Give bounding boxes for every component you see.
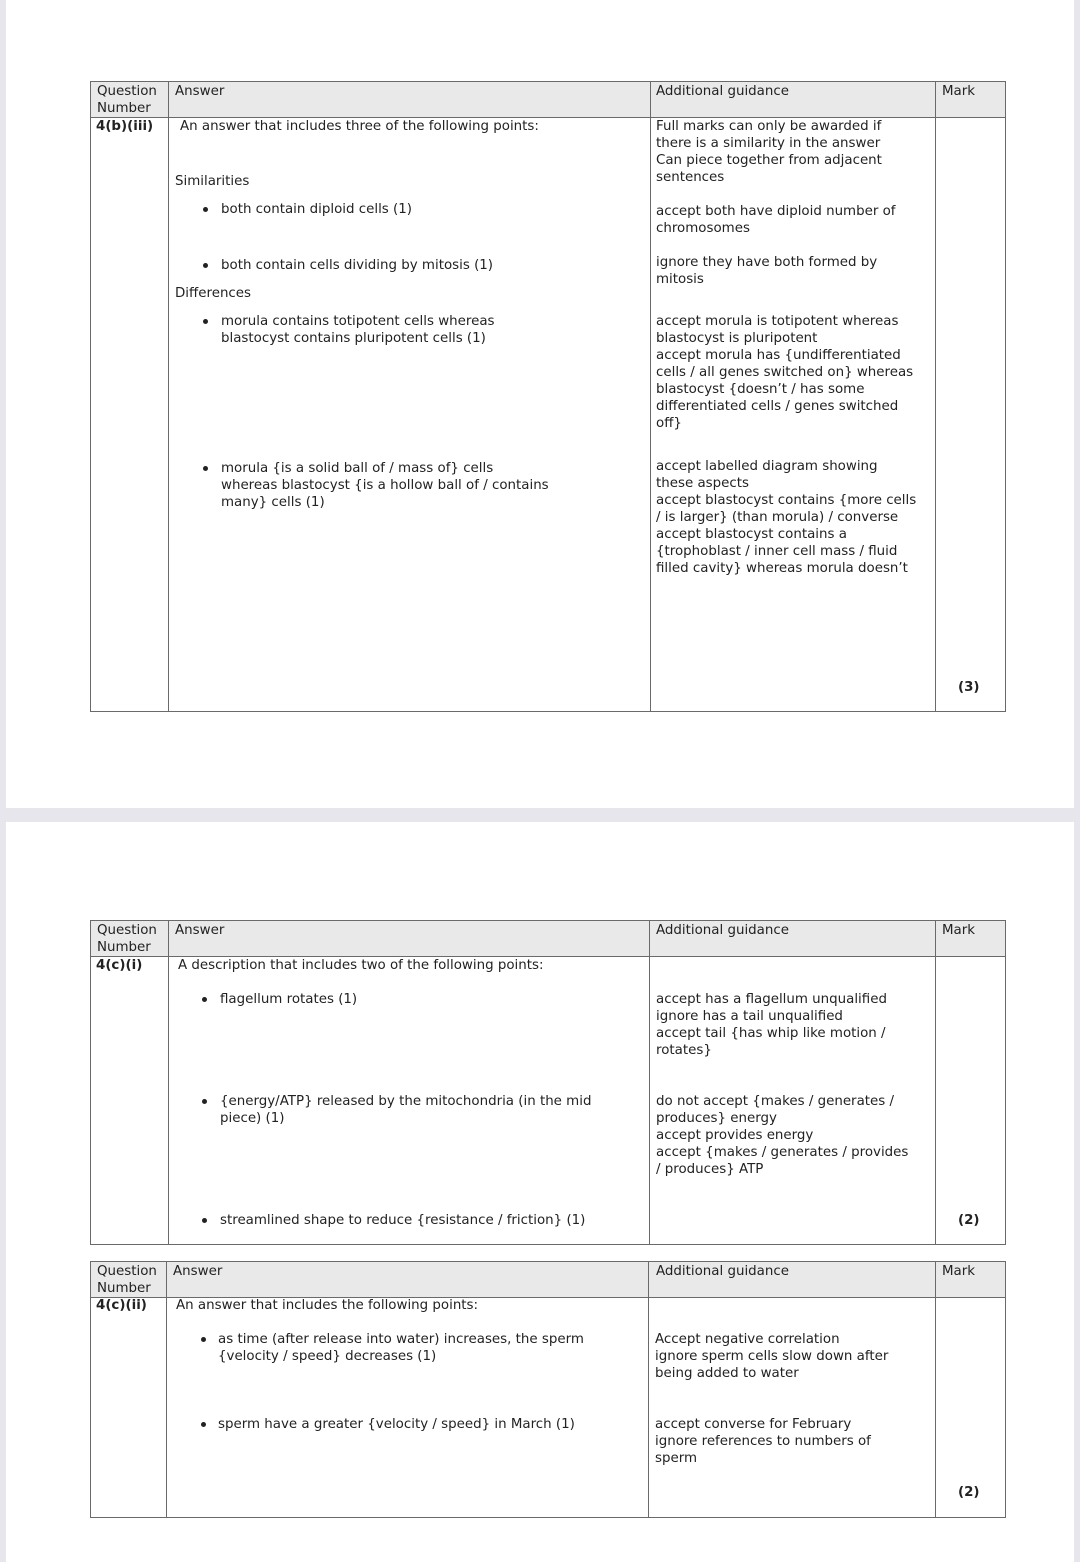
answer-point: sperm have a greater {velocity / speed} in March (1) — [218, 1417, 575, 1432]
bullet — [203, 207, 208, 212]
header-mark: Mark — [942, 923, 976, 938]
bullet — [201, 1422, 206, 1427]
bullet — [202, 1099, 207, 1104]
mark-scheme-table-4biii — [90, 81, 1006, 712]
guidance-text: accept both have diploid number of chromosomes — [656, 204, 896, 236]
answer-intro: An answer that includes the following points: — [176, 1298, 479, 1313]
guidance-text: ignore they have both formed by mitosis — [656, 255, 878, 287]
answer-intro: An answer that includes three of the following points: — [180, 119, 539, 134]
mark-value: (3) — [958, 680, 980, 695]
header-guidance: Additional guidance — [656, 923, 789, 938]
bullet — [203, 319, 208, 324]
answer-point: streamlined shape to reduce {resistance / friction} (1) — [220, 1213, 586, 1228]
guidance-text: Full marks can only be awarded if there is a similarity in the answer Can piece together from adjacent sentences — [656, 119, 882, 185]
mark-value: (2) — [958, 1485, 980, 1500]
bullet — [202, 997, 207, 1002]
header-guidance: Additional guidance — [656, 1264, 789, 1279]
header-guidance: Additional guidance — [656, 84, 789, 99]
header-mark: Mark — [942, 84, 976, 99]
answer-point: flagellum rotates (1) — [220, 992, 358, 1007]
header-answer: Answer — [173, 1264, 223, 1279]
guidance-text: accept labelled diagram showing these aspects accept blastocyst contains {more cells / is larger} (than morula) / converse accept blastocyst contains a {trophoblast / inner cell mass / fluid filled cavity} whereas morula doesn’t — [656, 459, 917, 576]
mark-scheme-table-4cii — [90, 1261, 1006, 1518]
differences-label: Differences — [175, 286, 252, 301]
question-number: 4(c)(ii) — [96, 1298, 147, 1313]
header-answer: Answer — [175, 84, 225, 99]
header-question-number: Question Number — [97, 1264, 157, 1296]
guidance-text: do not accept {makes / generates / produces} energy accept provides energy accept {makes / generates / provides / produces} ATP — [656, 1094, 909, 1177]
mark-scheme-table-4ci — [90, 920, 1006, 1245]
table-header — [91, 921, 1005, 957]
bullet — [203, 466, 208, 471]
question-number: 4(b)(iii) — [96, 119, 154, 134]
guidance-text: accept converse for February ignore references to numbers of sperm — [655, 1417, 871, 1466]
question-number: 4(c)(i) — [96, 958, 143, 973]
header-question-number: Question Number — [97, 923, 157, 955]
answer-point: morula {is a solid ball of / mass of} cells whereas blastocyst {is a hollow ball of / contains many} cells (1) — [221, 461, 549, 510]
answer-intro: A description that includes two of the following points: — [178, 958, 544, 973]
answer-point: {energy/ATP} released by the mitochondria (in the mid piece) (1) — [220, 1094, 592, 1126]
answer-point: as time (after release into water) increases, the sperm {velocity / speed} decreases (1) — [218, 1332, 584, 1364]
guidance-text: Accept negative correlation ignore sperm cells slow down after being added to water — [655, 1332, 889, 1381]
header-question-number: Question Number — [97, 84, 157, 116]
mark-value: (2) — [958, 1213, 980, 1228]
header-mark: Mark — [942, 1264, 976, 1279]
header-answer: Answer — [175, 923, 225, 938]
bullet — [201, 1337, 206, 1342]
answer-point: morula contains totipotent cells whereas blastocyst contains pluripotent cells (1) — [221, 314, 495, 346]
guidance-text: accept has a flagellum unqualified ignore has a tail unqualified accept tail {has whip like motion / rotates} — [656, 992, 887, 1058]
table-header — [91, 82, 1005, 118]
bullet — [203, 263, 208, 268]
similarities-label: Similarities — [175, 174, 250, 189]
bullet — [202, 1218, 207, 1223]
answer-point: both contain cells dividing by mitosis (1) — [221, 258, 494, 273]
guidance-text: accept morula is totipotent whereas blastocyst is pluripotent accept morula has {undifferentiated cells / all genes switched on} whereas blastocyst {doesn’t / has some differentiated cells / genes switched off} — [656, 314, 914, 431]
table-header — [91, 1262, 1005, 1298]
answer-point: both contain diploid cells (1) — [221, 202, 412, 217]
